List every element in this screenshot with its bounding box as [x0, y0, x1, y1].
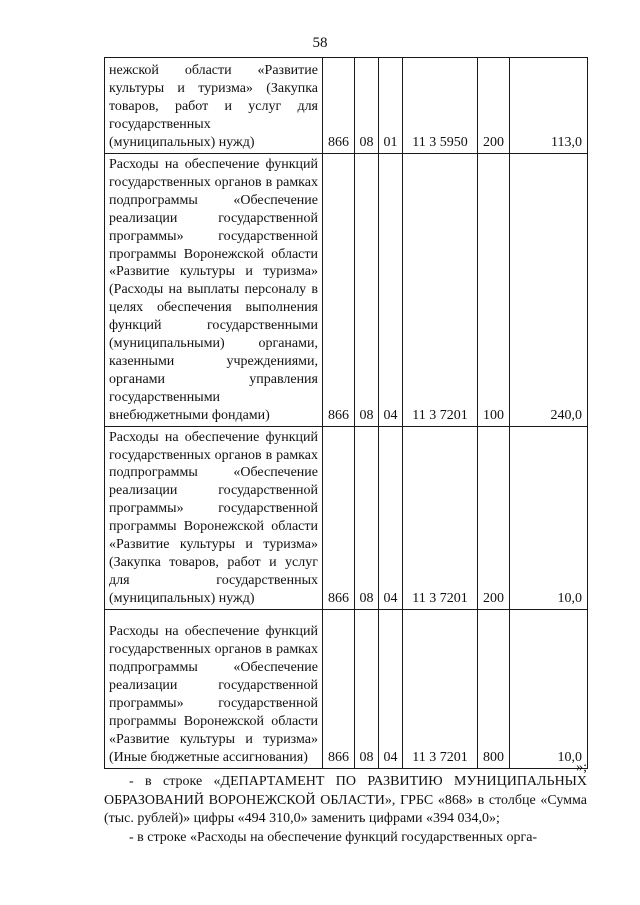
cell-sum: 10,0	[510, 609, 588, 768]
cell-pr: 04	[379, 609, 403, 768]
cell-grbs: 866	[323, 609, 355, 768]
cell-grbs: 866	[323, 426, 355, 609]
cell-description: нежской области «Развитие культуры и туризма» (Закупка товаров, работ и услуг для государственных (муниципальных) нужд)	[105, 58, 323, 154]
cell-description: Расходы на обеспечение функций государственных органов в рамках подпрограммы «Обеспечение реализации государственной программы» государственной программы Воронежской области «Развитие культуры и туризма» (Закупка товаров, работ и услуг для государственных (муниципальных) нужд)	[105, 426, 323, 609]
body-paragraph	[104, 773, 587, 829]
paragraph-text: - в строке «ДЕПАРТАМЕНТ ПО РАЗВИТИЮ МУНИЦИПАЛЬНЫХ ОБРАЗОВАНИЙ ВОРОНЕЖСКОЙ ОБЛАСТИ», ГРБС «868» в столбце «Сумма (тыс. рублей)» цифры «494 310,0» заменить цифрами «394 034,0»;	[104, 774, 587, 827]
page-number: 58	[312, 35, 328, 51]
cell-vr: 100	[478, 154, 510, 427]
cell-vr: 800	[478, 609, 510, 768]
cell-sum: 240,0	[510, 154, 588, 427]
cell-rz: 08	[355, 609, 379, 768]
cell-rz: 08	[355, 426, 379, 609]
cell-rz: 08	[355, 58, 379, 154]
cell-csr: 11 3 5950	[403, 58, 478, 154]
cell-vr: 200	[478, 426, 510, 609]
table-row	[105, 154, 588, 427]
budget-table	[104, 57, 588, 769]
cell-pr: 04	[379, 426, 403, 609]
cell-description: Расходы на обеспечение функций государственных органов в рамках подпрограммы «Обеспечение реализации государственной программы» государственной программы Воронежской области «Развитие культуры и туризма» (Иные бюджетные ассигнования)	[105, 609, 323, 768]
paragraph-text: - в строке «Расходы на обеспечение функций государственных орга-	[129, 830, 538, 845]
body-paragraph	[104, 829, 587, 848]
cell-grbs: 866	[323, 154, 355, 427]
cell-csr: 11 3 7201	[403, 426, 478, 609]
table-row	[105, 609, 588, 768]
cell-description: Расходы на обеспечение функций государственных органов в рамках подпрограммы «Обеспечение реализации государственной программы» государственной программы Воронежской области «Развитие культуры и туризма» (Расходы на выплаты персоналу в целях обеспечения выполнения функций государственными (муниципальными) органами, казенными учреждениями, органами управления государственными внебюджетными фондами)	[105, 154, 323, 427]
cell-sum: 10,0	[510, 426, 588, 609]
cell-grbs: 866	[323, 58, 355, 154]
table-row	[105, 426, 588, 609]
cell-sum: 113,0	[510, 58, 588, 154]
cell-csr: 11 3 7201	[403, 154, 478, 427]
cell-rz: 08	[355, 154, 379, 427]
closing-quote: »;	[576, 760, 587, 775]
cell-vr: 200	[478, 58, 510, 154]
cell-csr: 11 3 7201	[403, 609, 478, 768]
table-row	[105, 58, 588, 154]
cell-pr: 01	[379, 58, 403, 154]
cell-pr: 04	[379, 154, 403, 427]
